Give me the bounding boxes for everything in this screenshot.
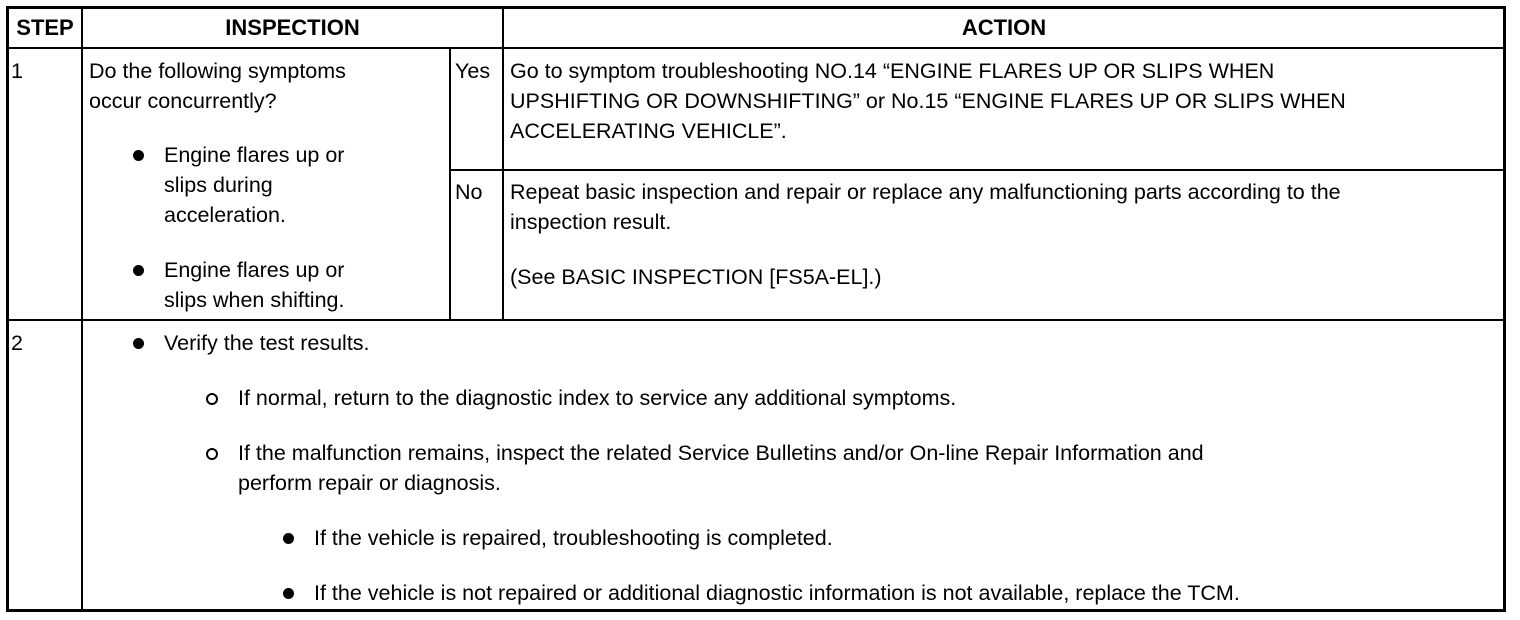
yes-action-line3: ACCELERATING VEHICLE”.: [510, 119, 787, 143]
step-divider: [6, 319, 1506, 321]
step-column-divider: [81, 6, 83, 612]
step-number-2: 2: [11, 331, 23, 355]
bullet-icon: [133, 338, 144, 349]
header-inspection: INSPECTION: [225, 15, 360, 40]
step2-sub2-line2: perform repair or diagnosis.: [238, 471, 501, 495]
step1-question-line1: Do the following symptoms: [89, 59, 346, 83]
step1-bullet1-line2: slips during: [164, 173, 273, 197]
circle-bullet-icon: [206, 393, 218, 405]
yes-action-line1: Go to symptom troubleshooting NO.14 “ENGINE FLARES UP OR SLIPS WHEN: [510, 59, 1275, 83]
circle-bullet-icon: [206, 448, 218, 460]
step1-question-line2: occur concurrently?: [89, 89, 277, 113]
step2-main: Verify the test results.: [164, 331, 370, 355]
yes-action-line2: UPSHIFTING OR DOWNSHIFTING” or No.15 “ENGINE FLARES UP OR SLIPS WHEN: [510, 89, 1346, 113]
yes-no-divider: [449, 169, 1506, 171]
step2-sub1: If normal, return to the diagnostic index to service any additional symptoms.: [238, 386, 957, 410]
step1-bullet1-line1: Engine flares up or: [164, 143, 345, 167]
step2-subsub1: If the vehicle is repaired, troubleshooting is completed.: [314, 526, 833, 550]
header-step: STEP: [16, 15, 74, 40]
step1-bullet1-line3: acceleration.: [164, 203, 286, 227]
header-action: ACTION: [961, 15, 1047, 40]
yesno-column-left-divider: [449, 47, 451, 320]
no-action-line1: Repeat basic inspection and repair or replace any malfunctioning parts according to the: [510, 180, 1341, 204]
no-action-line3: (See BASIC INSPECTION [FS5A-EL].): [510, 265, 882, 289]
bullet-icon: [283, 588, 294, 599]
step2-subsub2: If the vehicle is not repaired or additional diagnostic information is not available, replace the TCM.: [314, 581, 1240, 605]
no-label: No: [455, 180, 483, 204]
step-number-1: 1: [11, 59, 23, 83]
no-action-line2: inspection result.: [510, 210, 672, 234]
action-column-divider: [502, 47, 504, 320]
step1-bullet2-line2: slips when shifting.: [164, 288, 345, 312]
step1-bullet2-line1: Engine flares up or: [164, 258, 345, 282]
header-divider: [6, 47, 1506, 49]
step2-sub2-line1: If the malfunction remains, inspect the related Service Bulletins and/or On-line Repair Information and: [238, 441, 1204, 465]
bullet-icon: [133, 150, 144, 161]
bullet-icon: [133, 265, 144, 276]
bullet-icon: [283, 533, 294, 544]
yes-label: Yes: [455, 59, 491, 83]
